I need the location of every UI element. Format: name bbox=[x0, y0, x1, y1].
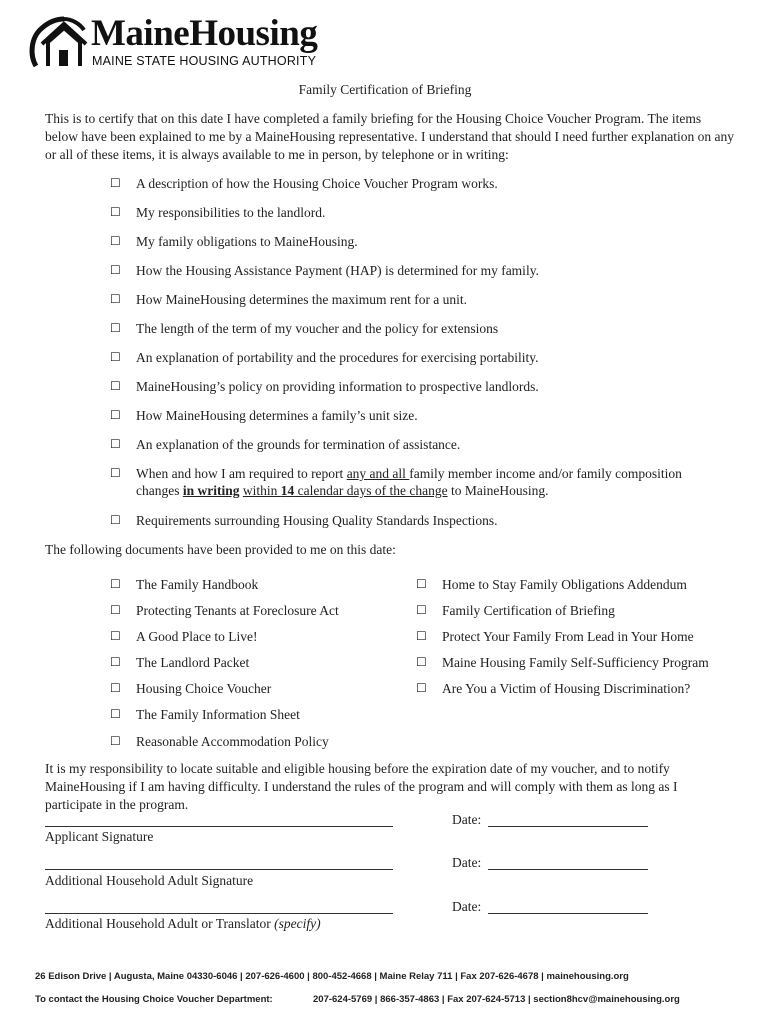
briefing-item[interactable]: ☐ An explanation of portability and the procedures for exercising portability. bbox=[110, 350, 539, 365]
briefing-item[interactable]: ☐ Requirements surrounding Housing Quality Standards Inspections. bbox=[110, 513, 498, 528]
footer-voucher-label: To contact the Housing Choice Voucher Department: bbox=[35, 994, 273, 1005]
logo-subtitle: MAINE STATE HOUSING AUTHORITY bbox=[92, 54, 317, 68]
checkbox[interactable]: ☐ bbox=[416, 629, 427, 643]
documents-heading: The following documents have been provided to me on this date: bbox=[45, 542, 396, 557]
checkbox[interactable]: ☐ bbox=[110, 379, 121, 393]
checkbox[interactable]: ☐ bbox=[110, 466, 121, 480]
document-item[interactable]: ☐ Are You a Victim of Housing Discrimination? bbox=[416, 681, 691, 696]
translator-signature-label: Additional Household Adult or Translator (specify) bbox=[45, 916, 321, 931]
briefing-item[interactable]: ☐ A description of how the Housing Choice Voucher Program works. bbox=[110, 176, 498, 191]
adult-signature-label: Additional Household Adult Signature bbox=[45, 873, 254, 888]
document-item[interactable]: ☐ A Good Place to Live! bbox=[110, 629, 258, 644]
checkbox[interactable]: ☐ bbox=[416, 603, 427, 617]
checkbox[interactable]: ☐ bbox=[110, 234, 121, 248]
checkbox[interactable]: ☐ bbox=[416, 655, 427, 669]
document-item[interactable]: ☐ Home to Stay Family Obligations Addendum bbox=[416, 577, 687, 592]
footer-contact: 26 Edison Drive | Augusta, Maine 04330-6046 | 207-626-4600 | 800-452-4668 | Maine Relay 711 | Fax 207-626-4678 | mainehousing.org bbox=[35, 971, 629, 982]
applicant-date-line[interactable] bbox=[488, 826, 648, 827]
adult-date-line[interactable] bbox=[488, 869, 648, 870]
closing-paragraph: It is my responsibility to locate suitable and eligible housing before the expiration date of my voucher, and to notify MaineHousing if I am having difficulty. I understand the rules of the program and will comply with them as long as I participate in the program. bbox=[45, 761, 678, 812]
checkbox[interactable]: ☐ bbox=[110, 681, 121, 695]
document-item[interactable]: ☐ The Landlord Packet bbox=[110, 655, 250, 670]
briefing-item[interactable]: ☐ How the Housing Assistance Payment (HAP) is determined for my family. bbox=[110, 263, 539, 278]
briefing-item[interactable]: ☐ MaineHousing’s policy on providing information to prospective landlords. bbox=[110, 379, 539, 394]
form-title: Family Certification of Briefing bbox=[298, 82, 472, 97]
date-label: Date: bbox=[452, 855, 482, 870]
translator-signature-line[interactable] bbox=[45, 913, 393, 914]
date-label: Date: bbox=[452, 899, 482, 914]
document-item[interactable]: ☐ The Family Handbook bbox=[110, 577, 259, 592]
checkbox[interactable]: ☐ bbox=[110, 205, 121, 219]
checkbox[interactable]: ☐ bbox=[110, 321, 121, 335]
checkbox[interactable]: ☐ bbox=[110, 263, 121, 277]
document-item[interactable]: ☐ Protect Your Family From Lead in Your Home bbox=[416, 629, 694, 644]
checkbox[interactable]: ☐ bbox=[110, 629, 121, 643]
checkbox[interactable]: ☐ bbox=[110, 734, 121, 748]
checkbox[interactable]: ☐ bbox=[416, 681, 427, 695]
applicant-signature-label: Applicant Signature bbox=[45, 829, 154, 844]
briefing-item[interactable]: ☐ How MaineHousing determines a family’s unit size. bbox=[110, 408, 418, 423]
intro-paragraph: This is to certify that on this date I have completed a family briefing for the Housing Choice Voucher Program. The items below have been explained to me by a MaineHousing representative. I understand that should I need further explanation on any or all of these items, it is always available to me in person, by telephone or in writing: bbox=[45, 111, 735, 162]
briefing-item[interactable]: ☐ The length of the term of my voucher and the policy for extensions bbox=[110, 321, 499, 336]
date-label: Date: bbox=[452, 812, 482, 827]
logo-wordmark: MaineHousing bbox=[91, 13, 318, 54]
checkbox[interactable]: ☐ bbox=[110, 437, 121, 451]
checkbox[interactable]: ☐ bbox=[110, 292, 121, 306]
checkbox[interactable]: ☐ bbox=[110, 513, 121, 527]
house-logo-icon bbox=[28, 16, 90, 68]
adult-signature-line[interactable] bbox=[45, 869, 393, 870]
checkbox[interactable]: ☐ bbox=[416, 577, 427, 591]
briefing-item-report-changes[interactable]: ☐ When and how I am required to report any and all family member income and/or family composition changes in writing within 14 calendar days of the change to MaineHousing. bbox=[110, 466, 682, 498]
checkbox[interactable]: ☐ bbox=[110, 603, 121, 617]
mainehousing-logo bbox=[28, 14, 348, 70]
checkbox[interactable]: ☐ bbox=[110, 707, 121, 721]
document-item[interactable]: ☐ Family Certification of Briefing bbox=[416, 603, 615, 618]
document-item[interactable]: ☐ The Family Information Sheet bbox=[110, 707, 300, 722]
briefing-item[interactable]: ☐ How MaineHousing determines the maximum rent for a unit. bbox=[110, 292, 468, 307]
checkbox[interactable]: ☐ bbox=[110, 176, 121, 190]
document-item[interactable]: ☐ Maine Housing Family Self-Sufficiency Program bbox=[416, 655, 709, 670]
document-item[interactable]: ☐ Protecting Tenants at Foreclosure Act bbox=[110, 603, 339, 618]
briefing-item[interactable]: ☐ My responsibilities to the landlord. bbox=[110, 205, 326, 220]
checkbox[interactable]: ☐ bbox=[110, 350, 121, 364]
footer-voucher-info: 207-624-5769 | 866-357-4863 | Fax 207-624-5713 | section8hcv@mainehousing.org bbox=[313, 994, 680, 1005]
checkbox[interactable]: ☐ bbox=[110, 408, 121, 422]
checkbox[interactable]: ☐ bbox=[110, 655, 121, 669]
document-item[interactable]: ☐ Housing Choice Voucher bbox=[110, 681, 272, 696]
briefing-item[interactable]: ☐ An explanation of the grounds for termination of assistance. bbox=[110, 437, 461, 452]
briefing-item[interactable]: ☐ My family obligations to MaineHousing. bbox=[110, 234, 358, 249]
checkbox[interactable]: ☐ bbox=[110, 577, 121, 591]
document-item[interactable]: ☐ Reasonable Accommodation Policy bbox=[110, 734, 329, 749]
translator-date-line[interactable] bbox=[488, 913, 648, 914]
applicant-signature-line[interactable] bbox=[45, 826, 393, 827]
